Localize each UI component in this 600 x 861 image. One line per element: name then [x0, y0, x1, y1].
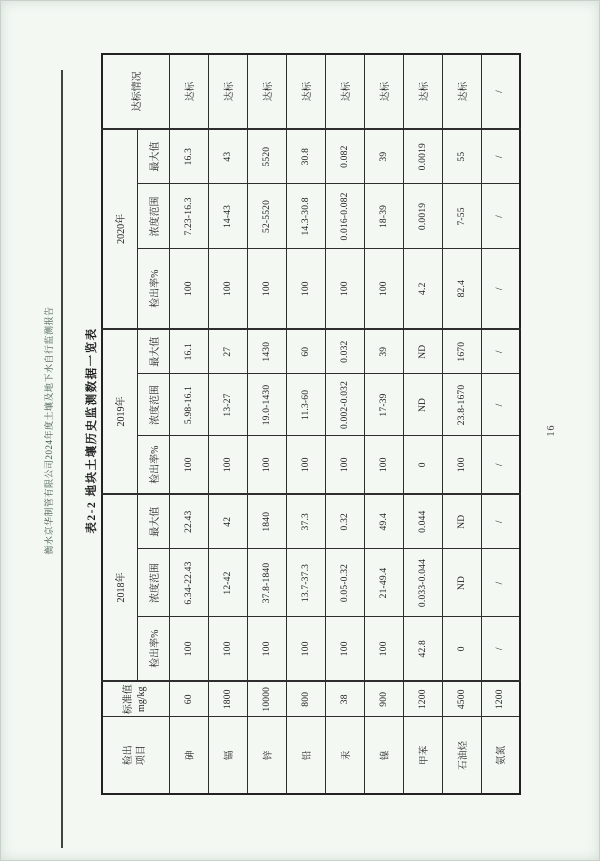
cell-y2018-max: 37.3: [286, 494, 325, 549]
header-standard-line: 标准值: [123, 684, 135, 715]
cell-y2020-range: 14-43: [208, 184, 247, 249]
table-row: [403, 54, 442, 794]
cell-y2019-max: 0.032: [325, 329, 364, 374]
cell-y2019-max: 60: [286, 329, 325, 374]
cell-y2018-rate: 100: [208, 617, 247, 681]
table-head: [102, 54, 169, 794]
cell-y2020-rate: 4.2: [403, 249, 442, 329]
cell-y2020-rate: 100: [286, 249, 325, 329]
cell-y2020-range: 7.23-16.3: [169, 184, 208, 249]
header-item-line: 检出: [123, 745, 135, 766]
cell-item: 石油烃: [442, 717, 481, 794]
cell-y2019-rate: 100: [286, 436, 325, 494]
cell-y2019-max: ND: [403, 329, 442, 374]
cell-y2019-range: 19.0-1430: [247, 374, 286, 436]
cell-standard: 10000: [247, 681, 286, 717]
cell-y2019-range: 23.8-1670: [442, 374, 481, 436]
header-year-2018年: 2018年: [102, 494, 137, 681]
table-row: [247, 54, 286, 794]
cell-y2020-rate: 100: [364, 249, 403, 329]
cell-y2018-rate: 100: [247, 617, 286, 681]
cell-y2018-rate: 42.8: [403, 617, 442, 681]
table-row: [364, 54, 403, 794]
cell-compliance: 达标: [364, 54, 403, 129]
cell-y2020-max: 55: [442, 129, 481, 184]
table-row: [286, 54, 325, 794]
table-title: 表2-2 地块土壤历史监测数据一览表: [86, 327, 98, 534]
cell-standard: 1800: [208, 681, 247, 717]
cell-y2018-range: 37.8-1840: [247, 549, 286, 617]
cell-y2019-range: 13-27: [208, 374, 247, 436]
cell-y2019-rate: 100: [247, 436, 286, 494]
cell-y2019-range: 11.3-60: [286, 374, 325, 436]
cell-standard: 4500: [442, 681, 481, 717]
cell-y2020-rate: 100: [325, 249, 364, 329]
cell-y2020-range: 7-55: [442, 184, 481, 249]
cell-y2020-max: 43: [208, 129, 247, 184]
cell-y2019-rate: 100: [208, 436, 247, 494]
cell-y2018-range: 12-42: [208, 549, 247, 617]
document-header: 衡水京华制管有限公司2024年度土壤及地下水自行监测报告: [44, 306, 54, 555]
cell-y2019-rate: /: [481, 436, 520, 494]
header-rate: 检出率%: [137, 617, 169, 681]
cell-y2019-max: 27: [208, 329, 247, 374]
cell-y2020-max: 30.8: [286, 129, 325, 184]
cell-standard: 900: [364, 681, 403, 717]
cell-y2018-max: 0.044: [403, 494, 442, 549]
cell-y2019-max: 1430: [247, 329, 286, 374]
cell-compliance: 达标: [442, 54, 481, 129]
cell-compliance: 达标: [286, 54, 325, 129]
cell-y2018-max: 22.43: [169, 494, 208, 549]
cell-item: 锌: [247, 717, 286, 794]
cell-y2019-rate: 0: [403, 436, 442, 494]
cell-y2018-range: 0.033-0.044: [403, 549, 442, 617]
cell-y2018-range: ND: [442, 549, 481, 617]
cell-y2019-range: 5.98-16.1: [169, 374, 208, 436]
cell-y2018-max: 0.32: [325, 494, 364, 549]
header-compliance: 达标情况: [102, 54, 169, 129]
cell-y2020-rate: 100: [169, 249, 208, 329]
cell-compliance: 达标: [169, 54, 208, 129]
cell-y2020-range: 18-39: [364, 184, 403, 249]
cell-y2018-range: 0.05-0.32: [325, 549, 364, 617]
cell-item: 砷: [169, 717, 208, 794]
cell-y2018-max: /: [481, 494, 520, 549]
cell-standard: 60: [169, 681, 208, 717]
cell-item: 氨氮: [481, 717, 520, 794]
cell-item: 镉: [208, 717, 247, 794]
cell-y2020-max: 16.3: [169, 129, 208, 184]
cell-y2018-rate: 100: [325, 617, 364, 681]
cell-standard: 1200: [403, 681, 442, 717]
header-max: 最大值: [137, 129, 169, 184]
cell-y2020-max: 39: [364, 129, 403, 184]
cell-y2018-range: /: [481, 549, 520, 617]
cell-compliance: 达标: [325, 54, 364, 129]
table-row: [169, 54, 208, 794]
cell-standard: 38: [325, 681, 364, 717]
cell-item: 汞: [325, 717, 364, 794]
cell-y2019-range: /: [481, 374, 520, 436]
header-row-years: [102, 54, 137, 794]
table-body: [169, 54, 520, 794]
cell-compliance: 达标: [247, 54, 286, 129]
cell-y2019-rate: 100: [364, 436, 403, 494]
cell-compliance: 达标: [403, 54, 442, 129]
cell-y2020-rate: /: [481, 249, 520, 329]
table-row: [325, 54, 364, 794]
header-rate: 检出率%: [137, 249, 169, 329]
header-rate: 检出率%: [137, 436, 169, 494]
cell-y2018-rate: 0: [442, 617, 481, 681]
cell-y2019-rate: 100: [325, 436, 364, 494]
cell-y2018-max: 49.4: [364, 494, 403, 549]
cell-y2019-rate: 100: [169, 436, 208, 494]
cell-y2019-range: 17-39: [364, 374, 403, 436]
header-item-line: 项目: [135, 745, 147, 766]
cell-y2020-max: 0.082: [325, 129, 364, 184]
table-row: [442, 54, 481, 794]
cell-y2018-rate: 100: [364, 617, 403, 681]
cell-standard: 800: [286, 681, 325, 717]
header-item: [102, 717, 169, 794]
cell-y2019-max: /: [481, 329, 520, 374]
cell-y2018-max: ND: [442, 494, 481, 549]
header-range: 浓度范围: [137, 184, 169, 249]
cell-item: 甲苯: [403, 717, 442, 794]
header-standard-line: mg/kg: [135, 686, 147, 713]
header-range: 浓度范围: [137, 549, 169, 617]
cell-standard: 1200: [481, 681, 520, 717]
header-max: 最大值: [137, 329, 169, 374]
cell-y2018-range: 6.34-22.43: [169, 549, 208, 617]
cell-y2020-rate: 82.4: [442, 249, 481, 329]
cell-y2020-rate: 100: [247, 249, 286, 329]
cell-y2020-range: /: [481, 184, 520, 249]
cell-y2019-range: ND: [403, 374, 442, 436]
cell-y2019-range: 0.002-0.032: [325, 374, 364, 436]
cell-y2020-range: 0.016-0.082: [325, 184, 364, 249]
cell-item: 铅: [286, 717, 325, 794]
page-number: 16: [546, 424, 557, 437]
header-rule: [61, 70, 63, 848]
table-row: [481, 54, 520, 794]
cell-y2018-rate: 100: [169, 617, 208, 681]
cell-y2018-rate: /: [481, 617, 520, 681]
header-max: 最大值: [137, 494, 169, 549]
cell-y2019-max: 16.1: [169, 329, 208, 374]
cell-y2020-range: 52-5520: [247, 184, 286, 249]
cell-y2020-max: 5520: [247, 129, 286, 184]
header-year-2019年: 2019年: [102, 329, 137, 494]
cell-y2020-rate: 100: [208, 249, 247, 329]
cell-y2020-range: 0.0019: [403, 184, 442, 249]
cell-y2020-max: 0.0019: [403, 129, 442, 184]
cell-y2019-max: 39: [364, 329, 403, 374]
cell-y2018-max: 42: [208, 494, 247, 549]
soil-history-table: [101, 53, 521, 795]
cell-compliance: /: [481, 54, 520, 129]
cell-y2020-max: /: [481, 129, 520, 184]
cell-y2018-max: 1840: [247, 494, 286, 549]
table-row: [208, 54, 247, 794]
cell-item: 镍: [364, 717, 403, 794]
cell-y2018-range: 21-49.4: [364, 549, 403, 617]
header-year-2020年: 2020年: [102, 129, 137, 329]
cell-y2019-max: 1670: [442, 329, 481, 374]
cell-y2018-range: 13.7-37.3: [286, 549, 325, 617]
header-standard: [102, 681, 169, 717]
cell-y2019-rate: 100: [442, 436, 481, 494]
cell-y2020-range: 14.3-30.8: [286, 184, 325, 249]
header-range: 浓度范围: [137, 374, 169, 436]
cell-compliance: 达标: [208, 54, 247, 129]
cell-y2018-rate: 100: [286, 617, 325, 681]
